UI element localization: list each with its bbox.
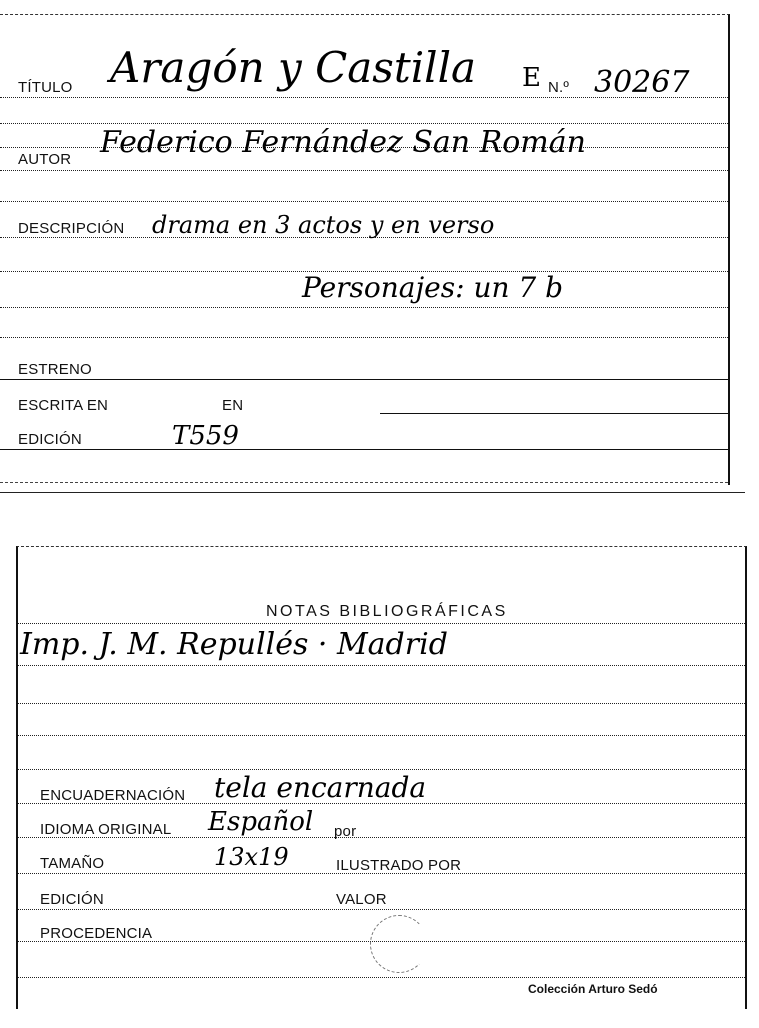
escrita-en-label: EN: [222, 397, 244, 414]
imprenta-value: Imp. J. M. Repullés · Madrid: [20, 627, 448, 662]
idioma-value: Español: [208, 807, 314, 837]
coleccion-footer: Colección Arturo Sedó: [528, 982, 658, 996]
rule: [0, 201, 728, 202]
rule: [18, 977, 745, 978]
rule-escrita: [380, 413, 728, 414]
rule: [0, 307, 728, 308]
catalog-card-front: [0, 14, 730, 485]
personajes-value: Personajes: un 7 b: [302, 271, 564, 304]
rule-autor: [0, 170, 728, 171]
tamano-label: TAMAÑO: [40, 855, 105, 872]
rule: [18, 623, 745, 624]
rule: [0, 337, 728, 338]
rule: [18, 769, 745, 770]
idioma-label: IDIOMA ORIGINAL: [40, 821, 172, 838]
numero-prefix: E: [522, 63, 541, 93]
tamano-value: 13x19: [214, 843, 289, 871]
descripcion-value: drama en 3 actos y en verso: [152, 211, 495, 239]
autor-value: Federico Fernández San Román: [100, 125, 586, 160]
rule-edicion: [0, 449, 728, 450]
card-cut-line: [0, 482, 728, 483]
ilustrado-label: ILUSTRADO POR: [336, 857, 462, 874]
rule-imprenta: [18, 665, 745, 666]
catalog-card-back: [16, 546, 747, 1009]
numero-value: 30267: [594, 65, 690, 100]
edicion-label: EDICIÓN: [18, 431, 82, 448]
encuadernacion-value: tela encarnada: [214, 771, 427, 804]
titulo-label: TÍTULO: [18, 79, 73, 96]
estreno-label: ESTRENO: [18, 361, 92, 378]
rule: [18, 735, 745, 736]
encuadernacion-label: ENCUADERNACIÓN: [40, 787, 186, 804]
rule: [18, 703, 745, 704]
rule-estreno: [0, 379, 728, 380]
notas-heading: NOTAS BIBLIOGRÁFICAS: [266, 603, 508, 620]
valor-label: VALOR: [336, 891, 387, 908]
edicion-label: EDICIÓN: [40, 891, 104, 908]
rule: [0, 123, 728, 124]
procedencia-label: PROCEDENCIA: [40, 925, 153, 942]
numero-label: N.º: [548, 79, 570, 96]
por-label: por: [334, 823, 357, 840]
card-separator: [0, 492, 745, 493]
autor-label: AUTOR: [18, 151, 72, 168]
stamp-mark: [370, 915, 428, 973]
rule-edicion: [18, 909, 745, 910]
titulo-value: Aragón y Castilla: [110, 43, 477, 92]
edicion-value: T559: [172, 421, 239, 451]
escrita-label: ESCRITA EN: [18, 397, 109, 414]
descripcion-label: DESCRIPCIÓN: [18, 220, 125, 237]
